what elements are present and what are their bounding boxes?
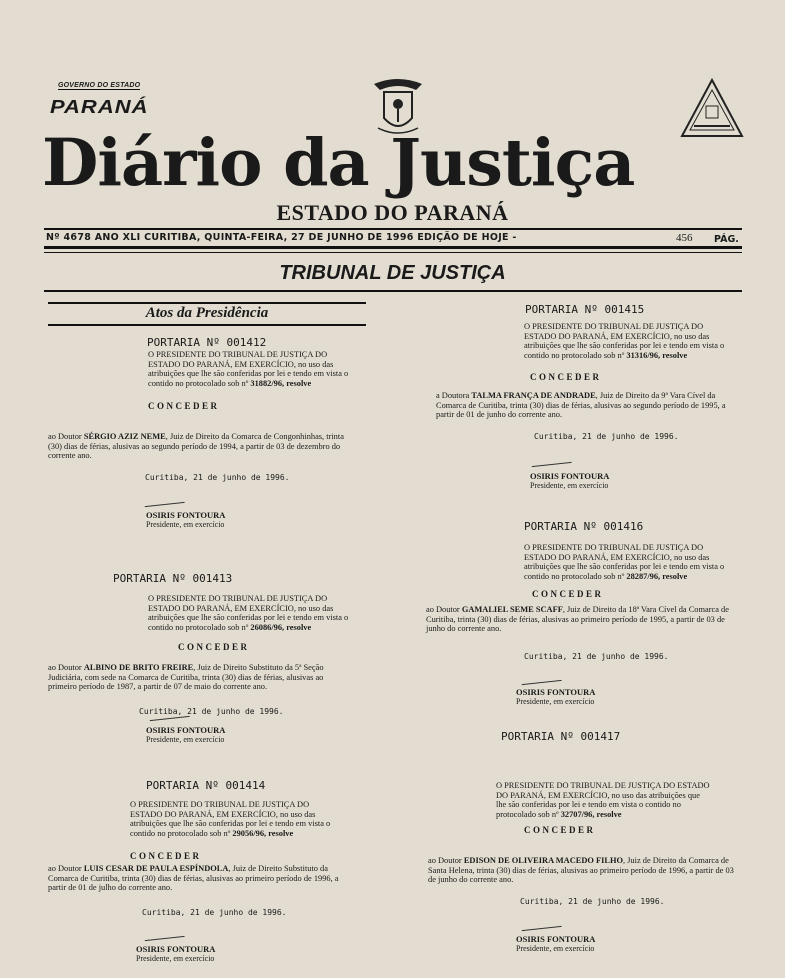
state-subtitle: ESTADO DO PARANÁ [276, 200, 509, 225]
portaria-body: ao Doutor GAMALIEL SEME SCAFF, Juiz de Direito da 18ª Vara Cível da Comarca de Curitiba, trinta (30) dias de férias, alusivas ao primeiro período de 1995, a partir de 03 de junho do corrente ano. [426, 605, 729, 634]
conceder-label: CONCEDER [530, 372, 602, 382]
portaria-body: ao Doutor SÉRGIO AZIZ NEME, Juiz de Direito da Comarca de Congonhinhas, trinta (30) dias de férias, alusivas ao segundo período de 1994, a partir de 03 de dezembro do corrente ano. [48, 432, 344, 461]
portaria-number: PORTARIA Nº 001412 [147, 336, 267, 349]
signature-block: OSIRIS FONTOURA Presidente, em exercício [136, 944, 216, 963]
rule-top [44, 228, 742, 230]
conceder-label: CONCEDER [178, 642, 250, 652]
portaria-number: PORTARIA Nº 001415 [525, 303, 645, 316]
portaria-preamble: O PRESIDENTE DO TRIBUNAL DE JUSTIÇA DO ESTADO DO PARANÁ, EM EXERCÍCIO, no uso das atribuições que lhe são conferidas por lei e tendo em vista o contido no protocolado sob nº 31316/96, resolve [524, 322, 725, 360]
portaria-preamble: O PRESIDENTE DO TRIBUNAL DE JUSTIÇA DO ESTADO DO PARANÁ, EM EXERCÍCIO, no uso das atribuições que lhe são conferidas por lei e tendo em vista o contido no protocolado sob nº 31882/96, resolve [148, 350, 349, 388]
signature-block: OSIRIS FONTOURA Presidente, em exercício [146, 725, 226, 744]
masthead-title: Diário da Justiça [42, 125, 635, 201]
signature-block: OSIRIS FONTOURA Presidente, em exercício [530, 471, 610, 490]
rule-section [44, 290, 742, 292]
state-logo-text: PARANÁ [50, 95, 149, 118]
rule-mid [44, 246, 742, 249]
place-date: Curitiba, 21 de junho de 1996. [142, 908, 287, 917]
section-title: TRIBUNAL DE JUSTIÇA [279, 262, 506, 284]
portaria-number: PORTARIA Nº 001417 [501, 730, 621, 743]
place-date: Curitiba, 21 de junho de 1996. [524, 652, 669, 661]
conceder-label: CONCEDER [532, 589, 604, 599]
portaria-number: PORTARIA Nº 001414 [146, 779, 266, 792]
signature-block: OSIRIS FONTOURA Presidente, em exercício [516, 934, 596, 953]
subsection-title: Atos da Presidência [48, 302, 366, 326]
portaria-preamble: O PRESIDENTE DO TRIBUNAL DE JUSTIÇA DO ESTADO DO PARANÁ, EM EXERCÍCIO, no uso das atribuições que lhe são conferidas por lei e tendo em vista o contido no protocolado sob nº 29056/96, resolve [130, 800, 331, 838]
rule-mid-thin [44, 252, 742, 253]
edition-info: Nº 4678 ANO XLI CURITIBA, QUINTA-FEIRA, 27 DE JUNHO DE 1996 EDIÇÃO DE HOJE - [46, 232, 517, 243]
place-date: Curitiba, 21 de junho de 1996. [139, 707, 284, 716]
conceder-label: CONCEDER [148, 401, 220, 411]
page-label: PÁG. [714, 234, 739, 245]
signature-block: OSIRIS FONTOURA Presidente, em exercício [516, 687, 596, 706]
portaria-body: ao Doutor ALBINO DE BRITO FREIRE, Juiz de Direito Substituto da 5ª Seção Judiciária, com sede na Comarca de Curitiba, trinta (30) dias de férias, alusivas ao primeiro período de 1987, a partir de 07 de maio do corrente ano. [48, 663, 324, 692]
portaria-preamble: O PRESIDENTE DO TRIBUNAL DE JUSTIÇA DO ESTADO DO PARANÁ, EM EXERCÍCIO, no uso das atribuições que lhe são conferidas por lei e tendo em vista o contido no protocolado sob nº 26086/96, resolve [148, 594, 349, 632]
place-date: Curitiba, 21 de junho de 1996. [145, 473, 290, 482]
conceder-label: CONCEDER [130, 851, 202, 861]
portaria-number: PORTARIA Nº 001413 [113, 572, 233, 585]
conceder-label: CONCEDER [524, 825, 596, 835]
page-number: 456 [676, 232, 693, 244]
portaria-body: a Doutora TALMA FRANÇA DE ANDRADE, Juiz de Direito da 9ª Vara Cível da Comarca de Curitiba, trinta (30) dias de férias, alusivas ao segundo período de 1995, a partir de 01 de junho do corrente ano. [436, 391, 726, 420]
portaria-body: ao Doutor LUIS CESAR DE PAULA ESPÍNDOLA, Juiz de Direito Substituto da Comarca de Curitiba, trinta (30) dias de férias, alusivas ao primeiro período de 1996, a partir de 01 de julho do corrente ano. [48, 864, 339, 893]
signature-block: OSIRIS FONTOURA Presidente, em exercício [146, 510, 226, 529]
portaria-number: PORTARIA Nº 001416 [524, 520, 644, 533]
place-date: Curitiba, 21 de junho de 1996. [520, 897, 665, 906]
place-date: Curitiba, 21 de junho de 1996. [534, 432, 679, 441]
government-label: GOVERNO DO ESTADO [58, 82, 141, 89]
portaria-preamble: O PRESIDENTE DO TRIBUNAL DE JUSTIÇA DO ESTADO DO PARANÁ, EM EXERCÍCIO, no uso das atribuições que lhe são conferidas por lei e tendo em vista o contido no protocolado sob nº 32707/96, resolve [496, 781, 710, 819]
portaria-preamble: O PRESIDENTE DO TRIBUNAL DE JUSTIÇA DO ESTADO DO PARANÁ, EM EXERCÍCIO, no uso das atribuições que lhe são conferidas por lei e tendo em vista o contido no protocolado sob nº 28287/96, resolve [524, 543, 725, 581]
portaria-body: ao Doutor EDISON DE OLIVEIRA MACEDO FILHO, Juiz de Direito da Comarca de Santa Helena, trinta (30) dias de férias, alusivas ao primeiro período de 1996, a partir de 03 de junho do corrente ano. [428, 856, 734, 885]
